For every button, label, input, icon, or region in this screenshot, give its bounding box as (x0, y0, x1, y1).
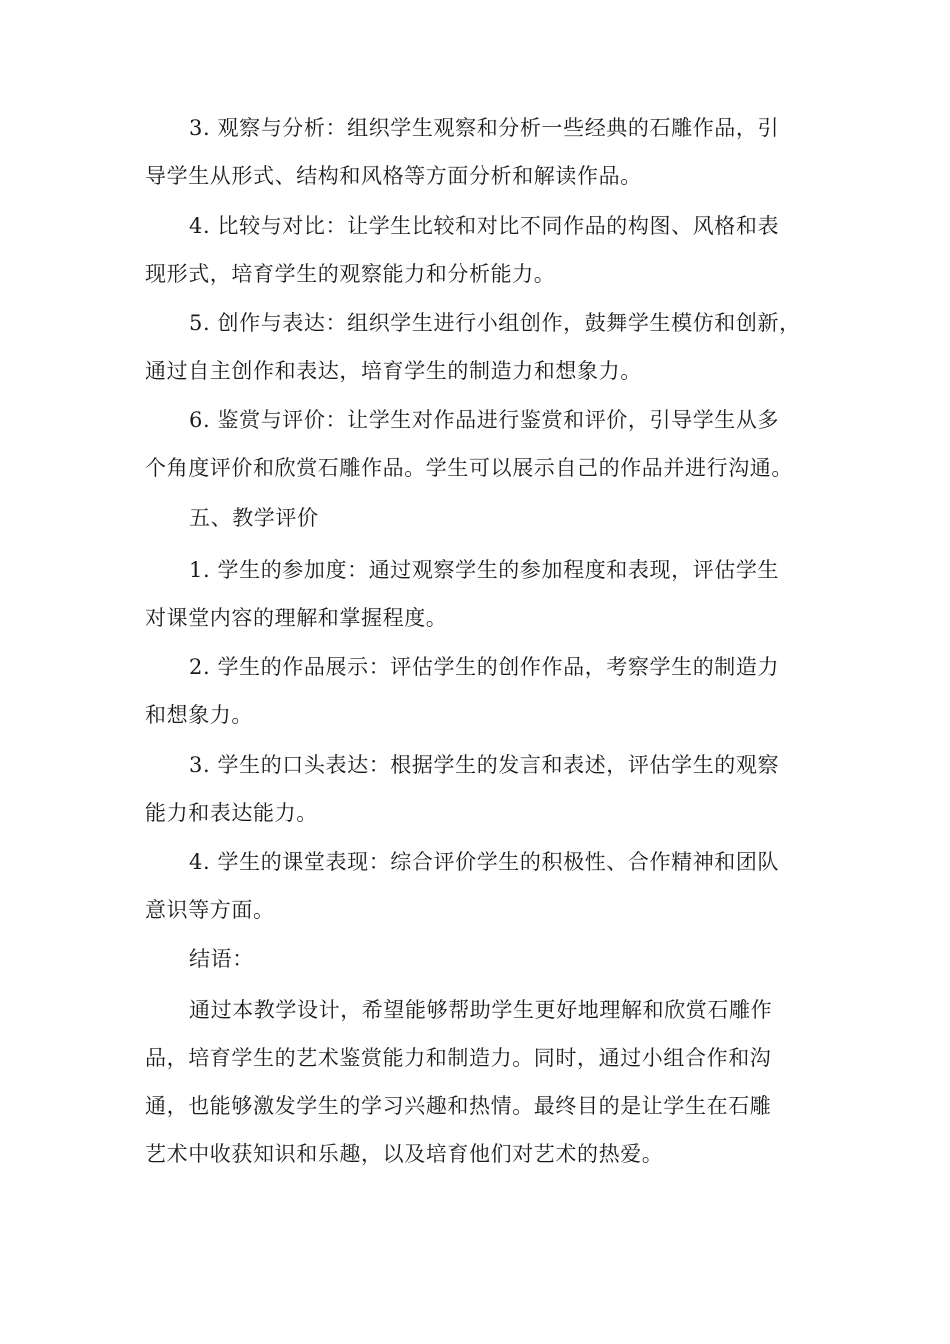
paragraph-oral-expression (145, 741, 815, 837)
paragraph-compare-contrast (145, 202, 815, 298)
paragraph-create-express (145, 299, 815, 395)
section-heading-conclusion (145, 935, 815, 983)
section-heading: 五、教学评价 (189, 506, 319, 530)
paragraph-participation (145, 546, 815, 642)
paragraph-line: 通过本教学设计，希望能够帮助学生更好地理解和欣赏石雕作 (189, 998, 773, 1022)
paragraph-conclusion (145, 986, 815, 1178)
paragraph-line: 3. 学生的口头表达：根据学生的发言和表述，评估学生的观察 (189, 753, 780, 777)
paragraph-classroom-performance (145, 838, 815, 934)
paragraph-line: 导学生从形式、结构和风格等方面分析和解读作品。 (145, 164, 642, 188)
paragraph-line: 2. 学生的作品展示：评估学生的创作作品，考察学生的制造力 (189, 655, 780, 679)
paragraph-line: 能力和表达能力。 (145, 801, 318, 825)
paragraph-line: 3. 观察与分析：组织学生观察和分析一些经典的石雕作品，引 (189, 116, 780, 140)
paragraph-line: 和想象力。 (145, 703, 253, 727)
paragraph-line: 艺术中收获知识和乐趣，以及培育他们对艺术的热爱。 (145, 1142, 664, 1166)
paragraph-line: 意识等方面。 (145, 898, 275, 922)
paragraph-line: 5. 创作与表达：组织学生进行小组创作，鼓舞学生模仿和创新， (189, 311, 801, 335)
section-heading: 结语： (189, 947, 254, 971)
paragraph-line: 品，培育学生的艺术鉴赏能力和制造力。同时，通过小组合作和沟 (145, 1046, 772, 1070)
paragraph-line: 1. 学生的参加度：通过观察学生的参加程度和表现，评估学生 (189, 558, 780, 582)
paragraph-line: 4. 比较与对比：让学生比较和对比不同作品的构图、风格和表 (189, 214, 780, 238)
paragraph-works-display (145, 643, 815, 739)
section-heading-teaching-evaluation (145, 494, 815, 542)
paragraph-observation-analysis (145, 104, 815, 200)
paragraph-line: 现形式，培育学生的观察能力和分析能力。 (145, 262, 556, 286)
paragraph-line: 个角度评价和欣赏石雕作品。学生可以展示自己的作品并进行沟通。 (145, 456, 793, 480)
paragraph-line: 4. 学生的课堂表现：综合评价学生的积极性、合作精神和团队 (189, 850, 780, 874)
paragraph-line: 通过自主创作和表达，培育学生的制造力和想象力。 (145, 359, 642, 383)
paragraph-appreciate-evaluate (145, 396, 815, 492)
paragraph-line: 对课堂内容的理解和掌握程度。 (145, 606, 448, 630)
paragraph-line: 6. 鉴赏与评价：让学生对作品进行鉴赏和评价，引导学生从多 (189, 408, 780, 432)
paragraph-line: 通，也能够激发学生的学习兴趣和热情。最终目的是让学生在石雕 (145, 1094, 772, 1118)
